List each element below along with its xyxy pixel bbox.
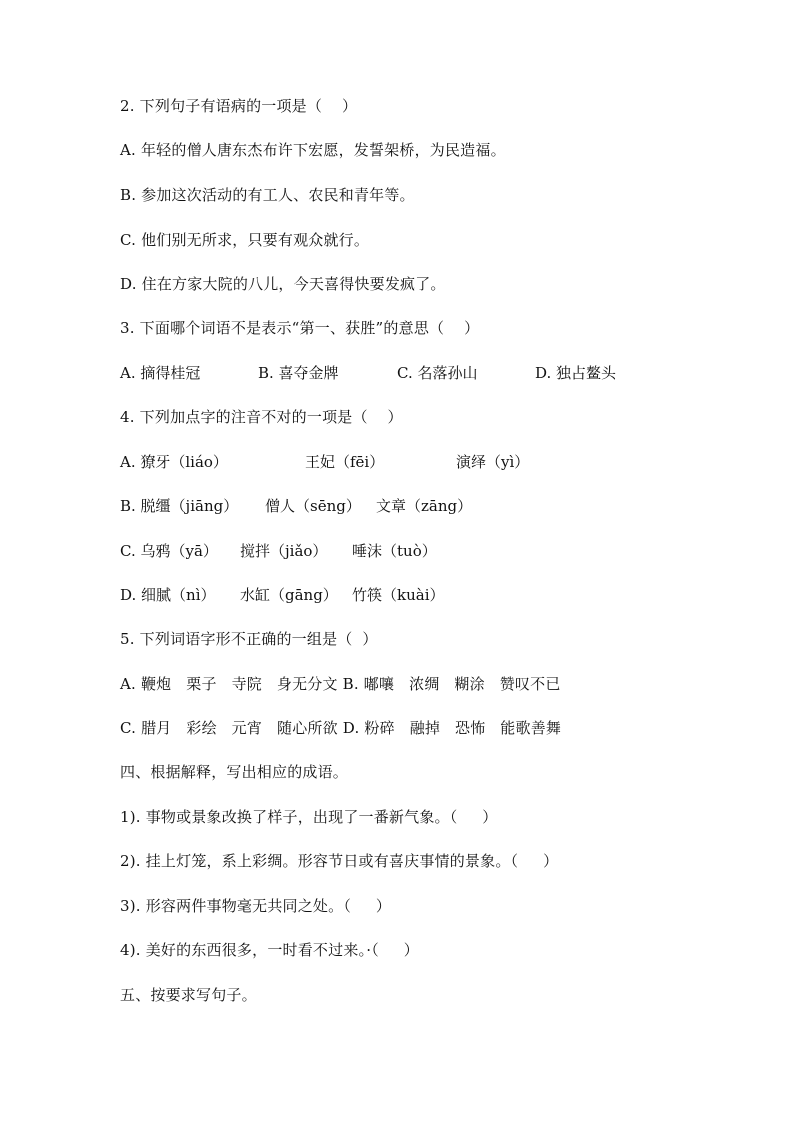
question-2-stem: 2. 下列句子有语病的一项是（ ） — [120, 97, 358, 115]
section-5-title: 五、按要求写句子。 — [120, 986, 257, 1004]
question-2-option-c: C. 他们别无所求，只要有观众就行。 — [120, 231, 370, 249]
question-3-stem: 3. 下面哪个词语不是表示“第一、获胜”的意思（ ） — [120, 319, 480, 337]
question-5-options-row-1: A. 鞭炮 栗子 寺院 身无分文 B. 嘟嚷 浓绸 糊涂 赞叹不已 — [120, 675, 561, 693]
question-2-option-d: D. 住在方家大院的八儿，今天喜得快要发疯了。 — [120, 275, 446, 293]
question-4-option-a-word-2: 王妃（fēi） — [305, 453, 385, 471]
question-3-option-d: D. 独占鳌头 — [535, 364, 617, 382]
question-4-stem: 4. 下列加点字的注音不对的一项是（ ） — [120, 408, 403, 426]
section-4-item-4: 4). 美好的东西很多，一时看不过来。·（ ） — [120, 941, 419, 959]
section-4-item-1: 1). 事物或景象改换了样子，出现了一番新气象。（ ） — [120, 808, 498, 826]
question-4-option-b-word-2: 僧人（sēng） — [265, 497, 361, 515]
question-4-option-a-word-3: 演绎（yì） — [456, 453, 530, 471]
question-4-option-c-word-3: 唾沫（tuò） — [352, 542, 437, 560]
question-3-option-c: C. 名落孙山 — [397, 364, 478, 382]
section-4-item-2: 2). 挂上灯笼，系上彩绸。形容节日或有喜庆事情的景象。（ ） — [120, 852, 559, 870]
section-4-item-3: 3). 形容两件事物毫无共同之处。（ ） — [120, 897, 392, 915]
question-4-option-c-word-1: C. 乌鸦（yā） — [120, 542, 218, 560]
section-4-title: 四、根据解释，写出相应的成语。 — [120, 763, 349, 781]
question-2-option-b: B. 参加这次活动的有工人、农民和青年等。 — [120, 186, 415, 204]
question-4-option-b-word-1: B. 脱缰（jiāng） — [120, 497, 239, 515]
question-5-options-row-2: C. 腊月 彩绘 元宵 随心所欲 D. 粉碎 融掉 恐怖 能歌善舞 — [120, 719, 562, 737]
question-4-option-d-word-1: D. 细腻（nì） — [120, 586, 216, 604]
question-4-option-c-word-2: 搅拌（jiǎo） — [240, 542, 328, 560]
question-4-option-d-word-3: 竹筷（kuài） — [352, 586, 445, 604]
question-4-option-d-word-2: 水缸（gāng） — [240, 586, 338, 604]
question-4-option-b-word-3: 文章（zāng） — [376, 497, 473, 515]
question-5-stem: 5. 下列词语字形不正确的一组是（ ） — [120, 630, 378, 648]
question-2-option-a: A. 年轻的僧人唐东杰布许下宏愿，发誓架桥，为民造福。 — [120, 141, 506, 159]
question-3-option-a: A. 摘得桂冠 — [120, 364, 201, 382]
question-3-option-b: B. 喜夺金牌 — [258, 364, 339, 382]
question-4-option-a-word-1: A. 獠牙（liáo） — [120, 453, 228, 471]
